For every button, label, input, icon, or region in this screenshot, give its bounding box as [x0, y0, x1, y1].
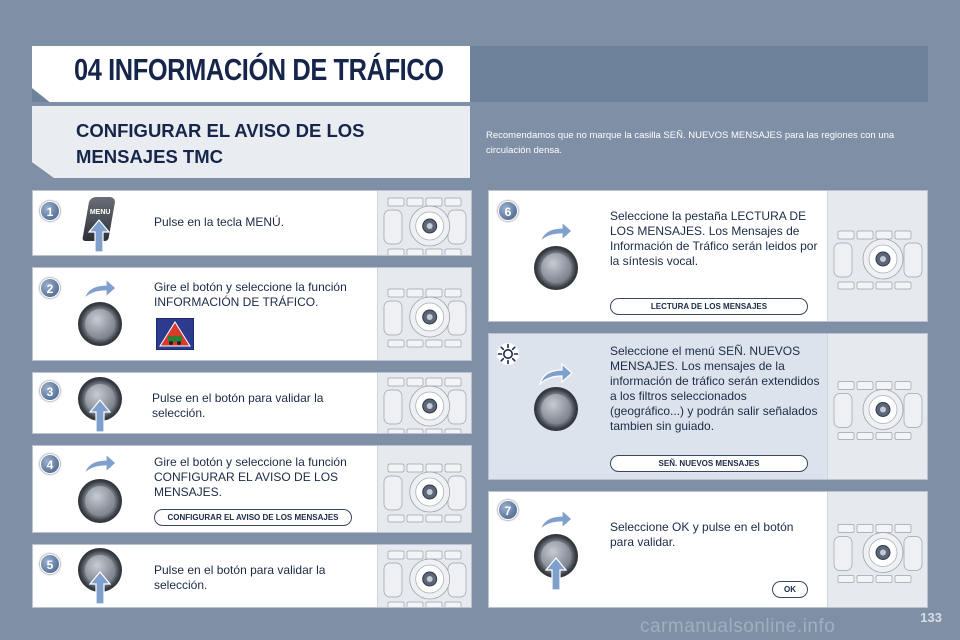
rotate-arrow-icon	[82, 277, 118, 301]
step-badge: 1	[40, 201, 60, 221]
step-6-text: Seleccione la pestaña LECTURA DE LOS MENSAJES. Los Mensajes de Información de Tráfico serán leidos por la síntesis vocal.	[610, 209, 818, 268]
tip-text: Seleccione el menú SEÑ. NUEVOS MENSAJES. Los mensajes de la información de tráfico serán extendidos a los filtros seleccionados (geográfico...) y podrán salir señalados tambien sin guiado.	[610, 344, 820, 433]
radio-panel-thumbnail	[377, 545, 471, 607]
ok-option: OK	[772, 581, 808, 598]
rotate-arrow-icon	[538, 362, 574, 386]
press-arrow-icon	[89, 398, 111, 434]
page-number: 133	[920, 610, 942, 625]
press-arrow-icon	[88, 218, 110, 254]
rotate-arrow-icon	[82, 452, 118, 476]
read-messages-tab: LECTURA DE LOS MENSAJES	[610, 298, 808, 315]
rotate-arrow-icon	[538, 508, 574, 532]
step-5-text: Pulse en el botón para validar la selección.	[154, 563, 326, 592]
new-messages-option: SEÑ. NUEVOS MENSAJES	[610, 455, 808, 472]
sun-icon	[496, 342, 520, 366]
step-badge: 7	[498, 500, 518, 520]
step-2-text: Gire el botón y seleccione la función INFORMACIÓN DE TRÁFICO.	[154, 280, 347, 309]
radio-panel-thumbnail	[827, 334, 927, 479]
step-1-text: Pulse en la tecla MENÚ.	[154, 215, 285, 229]
rotary-knob-icon	[78, 479, 122, 523]
step-badge: 5	[40, 554, 60, 574]
step-7-text: Seleccione OK y pulse en el botón para validar.	[610, 520, 794, 549]
radio-panel-thumbnail	[377, 446, 471, 532]
rotary-knob-icon	[534, 387, 578, 431]
watermark: carmanualsonline.info	[640, 616, 836, 637]
step-badge: 2	[40, 278, 60, 298]
section-title: CONFIGURAR EL AVISO DE LOS MENSAJES TMC	[76, 120, 365, 167]
radio-panel-thumbnail	[377, 373, 471, 433]
rotary-knob-icon	[78, 302, 122, 346]
traffic-info-icon	[156, 318, 194, 350]
configure-alert-option: CONFIGURAR EL AVISO DE LOS MENSAJES	[154, 509, 352, 526]
menu-key-icon: MENU	[82, 197, 116, 241]
step-4-text: Gire el botón y seleccione la función CONFIGURAR EL AVISO DE LOS MENSAJES.	[154, 455, 347, 499]
recommendation-note: Recomendamos que no marque la casilla SEÑ. NUEVOS MENSAJES para las regiones con una circulación densa.	[486, 130, 895, 156]
rotary-knob-icon	[534, 246, 578, 290]
radio-panel-thumbnail	[827, 191, 927, 321]
page-title: 04 INFORMACIÓN DE TRÁFICO	[74, 52, 444, 87]
press-arrow-icon	[545, 556, 567, 592]
radio-panel-thumbnail	[377, 191, 471, 255]
step-badge: 4	[40, 454, 60, 474]
press-arrow-icon	[89, 570, 111, 606]
step-badge: 3	[40, 381, 60, 401]
radio-panel-thumbnail	[827, 492, 927, 607]
step-badge: 6	[498, 201, 518, 221]
rotate-arrow-icon	[538, 220, 574, 244]
step-3-text: Pulse en el botón para validar la selección.	[152, 391, 324, 420]
radio-panel-thumbnail	[377, 268, 471, 360]
